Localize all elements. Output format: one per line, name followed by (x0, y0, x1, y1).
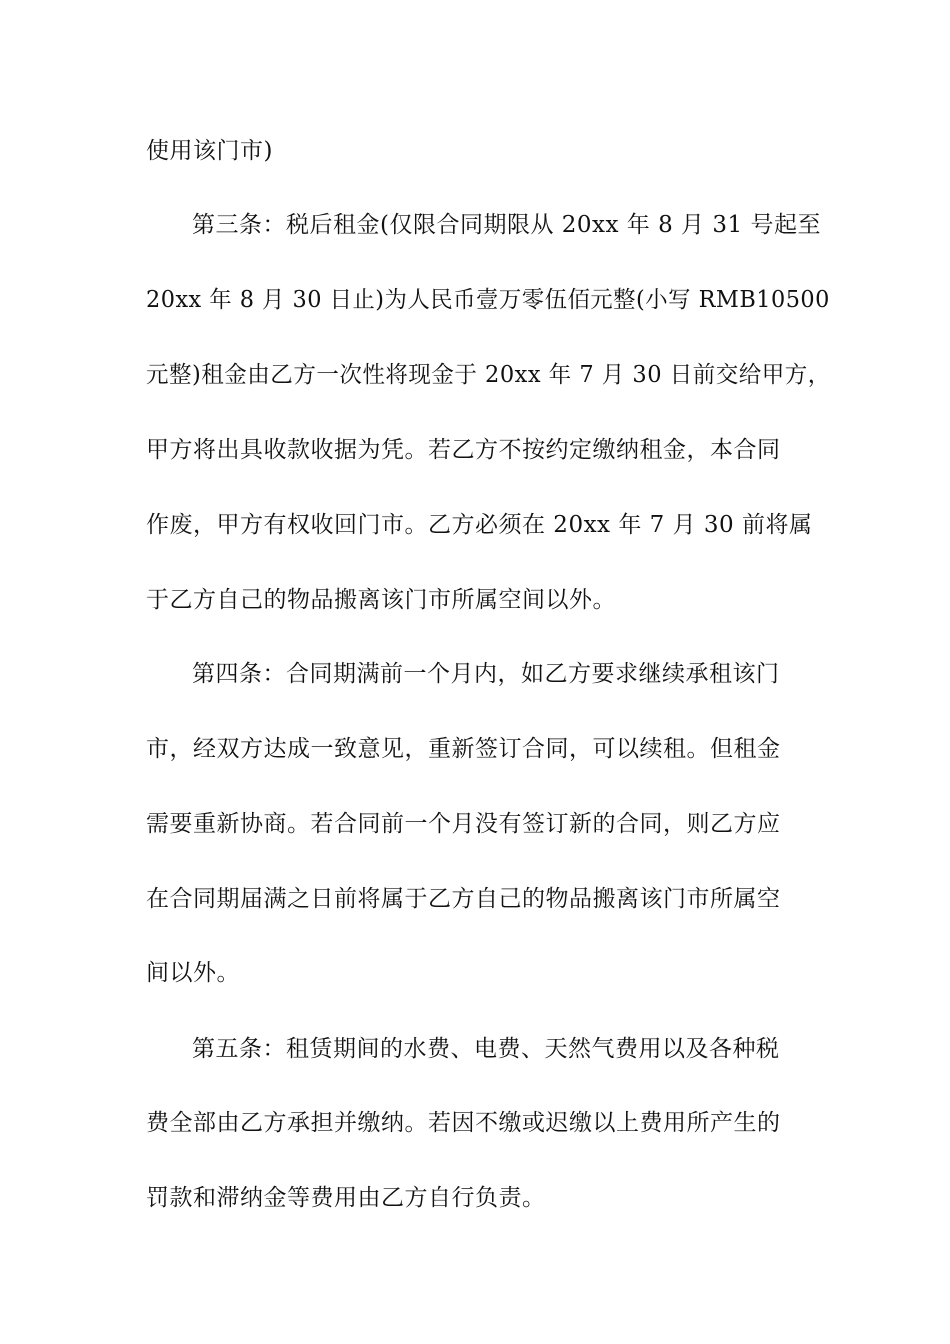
text-line-1: 使用该门市) (146, 138, 273, 164)
text-line-9: 市，经双方达成一致意见，重新签订合同，可以续租。但租金 (146, 736, 781, 762)
text-line-12: 间以外。 (146, 960, 240, 986)
text-line-2: 第三条：税后租金(仅限合同期限从 20xx 年 8 月 31 号起至 (192, 212, 821, 238)
text-line-6: 作废，甲方有权收回门市。乙方必须在 20xx 年 7 月 30 前将属 (146, 512, 813, 538)
text-line-4: 元整)租金由乙方一次性将现金于 20xx 年 7 月 30 日前交给甲方， (146, 362, 831, 388)
text-line-10: 需要重新协商。若合同前一个月没有签订新的合同，则乙方应 (146, 811, 781, 837)
text-line-15: 罚款和滞纳金等费用由乙方自行负责。 (146, 1185, 546, 1211)
text-line-7: 于乙方自己的物品搬离该门市所属空间以外。 (146, 587, 616, 613)
text-line-8: 第四条：合同期满前一个月内，如乙方要求继续承租该门 (192, 661, 780, 687)
text-line-13: 第五条：租赁期间的水费、电费、天然气费用以及各种税 (192, 1036, 780, 1062)
text-line-14: 费全部由乙方承担并缴纳。若因不缴或迟缴以上费用所产生的 (146, 1110, 781, 1136)
text-line-5: 甲方将出具收款收据为凭。若乙方不按约定缴纳租金，本合同 (146, 437, 781, 463)
text-line-3: 20xx 年 8 月 30 日止)为人民币壹万零伍佰元整(小写 RMB10500 (146, 287, 830, 313)
text-line-11: 在合同期届满之日前将属于乙方自己的物品搬离该门市所属空 (146, 886, 781, 912)
